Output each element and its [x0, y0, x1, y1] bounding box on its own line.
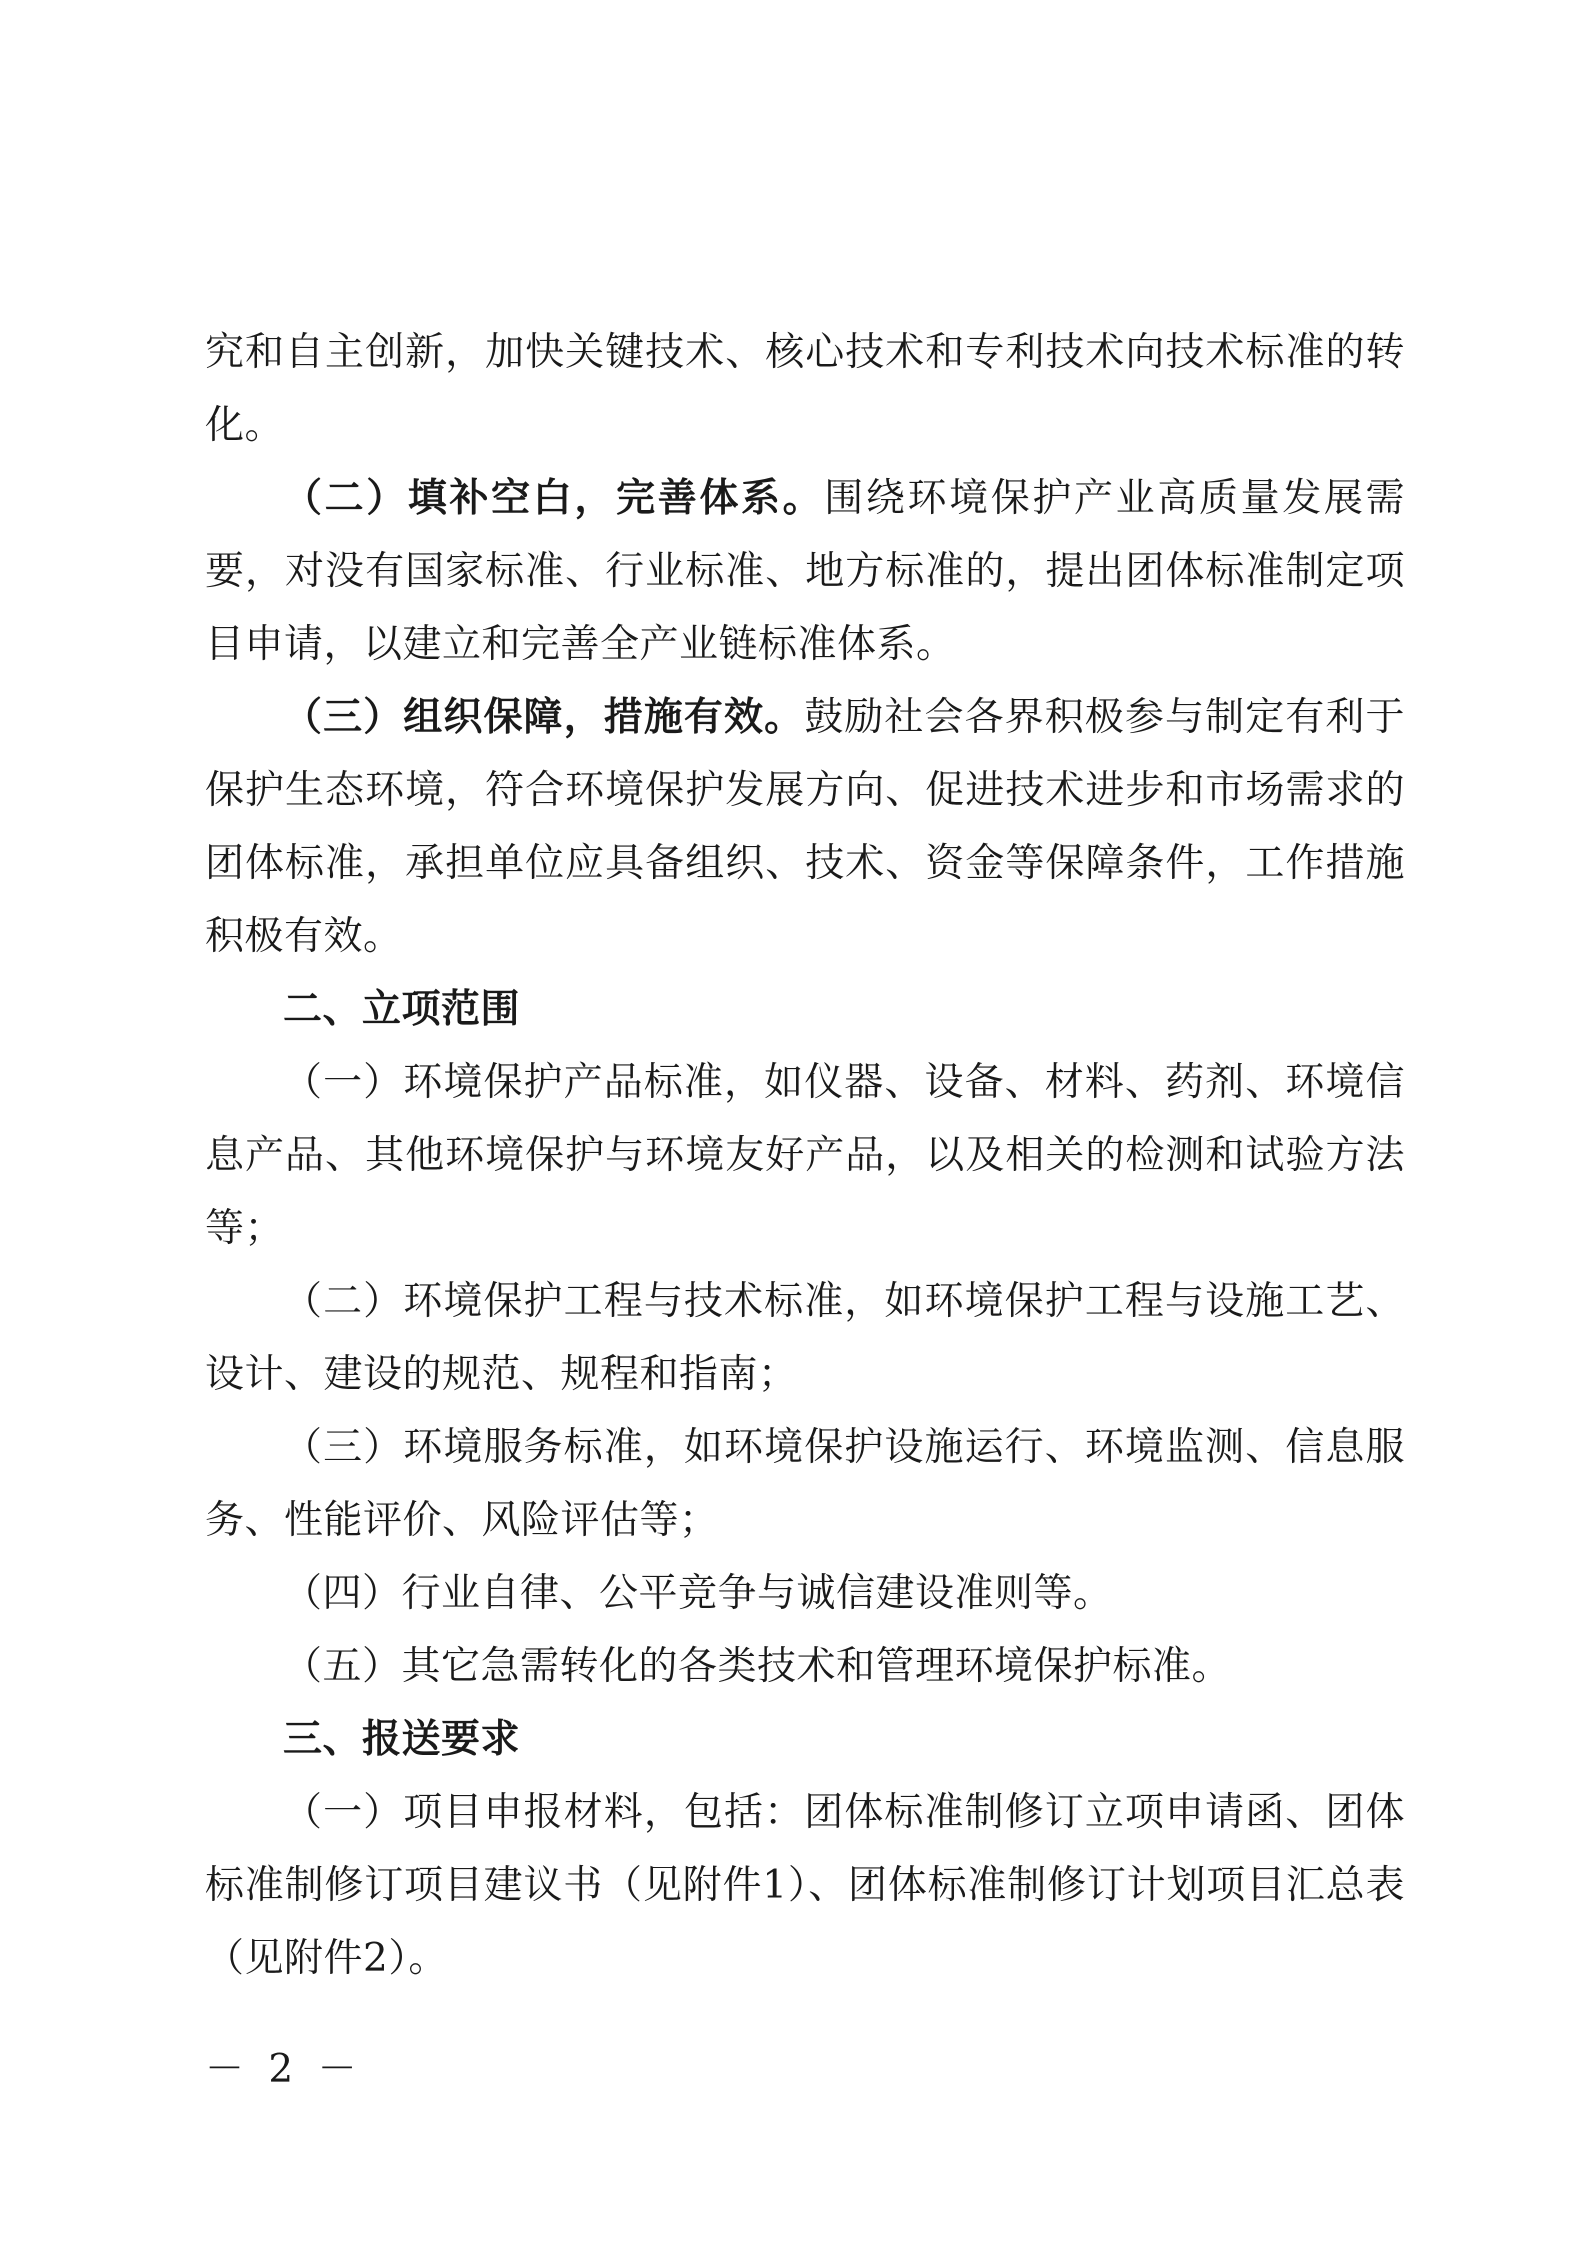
paragraph-organization	[205, 681, 1405, 973]
document-body	[205, 316, 1405, 1995]
scope-item-1: （一）环境保护产品标准，如仪器、设备、材料、药剂、环境信息产品、其他环境保护与环境友好产品，以及相关的检测和试验方法等；	[205, 1060, 1405, 1251]
paragraph-fill-gaps	[205, 462, 1405, 681]
scope-item-2: （二）环境保护工程与技术标准，如环境保护工程与设施工艺、设计、建设的规范、规程和指南；	[205, 1279, 1405, 1397]
paragraph-lead: （二）填补空白，完善体系。	[283, 476, 825, 521]
section-heading-scope: 二、立项范围	[283, 987, 521, 1032]
section-heading-submission: 三、报送要求	[283, 1717, 521, 1762]
scope-item-3: （三）环境服务标准，如环境保护设施运行、环境监测、信息服务、性能评价、风险评估等；	[205, 1425, 1405, 1543]
scope-item-4: （四）行业自律、公平竞争与诚信建设准则等。	[283, 1571, 1113, 1616]
paragraph-text: 鼓励社会各界积极参与制定有利于保护生态环境，符合环境保护发展方向、促进技术进步和市场需求的团体标准，承担单位应具备组织、技术、资金等保障条件，工作措施积极有效。	[205, 695, 1405, 959]
paragraph-continuation: 究和自主创新，加快关键技术、核心技术和专利技术向技术标准的转化。	[205, 330, 1405, 448]
page-number: － 2 －	[205, 2047, 363, 2092]
scope-item-5: （五）其它急需转化的各类技术和管理环境保护标准。	[283, 1644, 1232, 1689]
paragraph-text: 围绕环境保护产业高质量发展需要，对没有国家标准、行业标准、地方标准的，提出团体标准制定项目申请，以建立和完善全产业链标准体系。	[205, 476, 1405, 667]
paragraph-lead: （三）组织保障，措施有效。	[283, 695, 805, 740]
submission-item-1: （一）项目申报材料，包括：团体标准制修订立项申请函、团体标准制修订项目建议书（见附件1）、团体标准制修订计划项目汇总表（见附件2）。	[205, 1790, 1405, 1981]
